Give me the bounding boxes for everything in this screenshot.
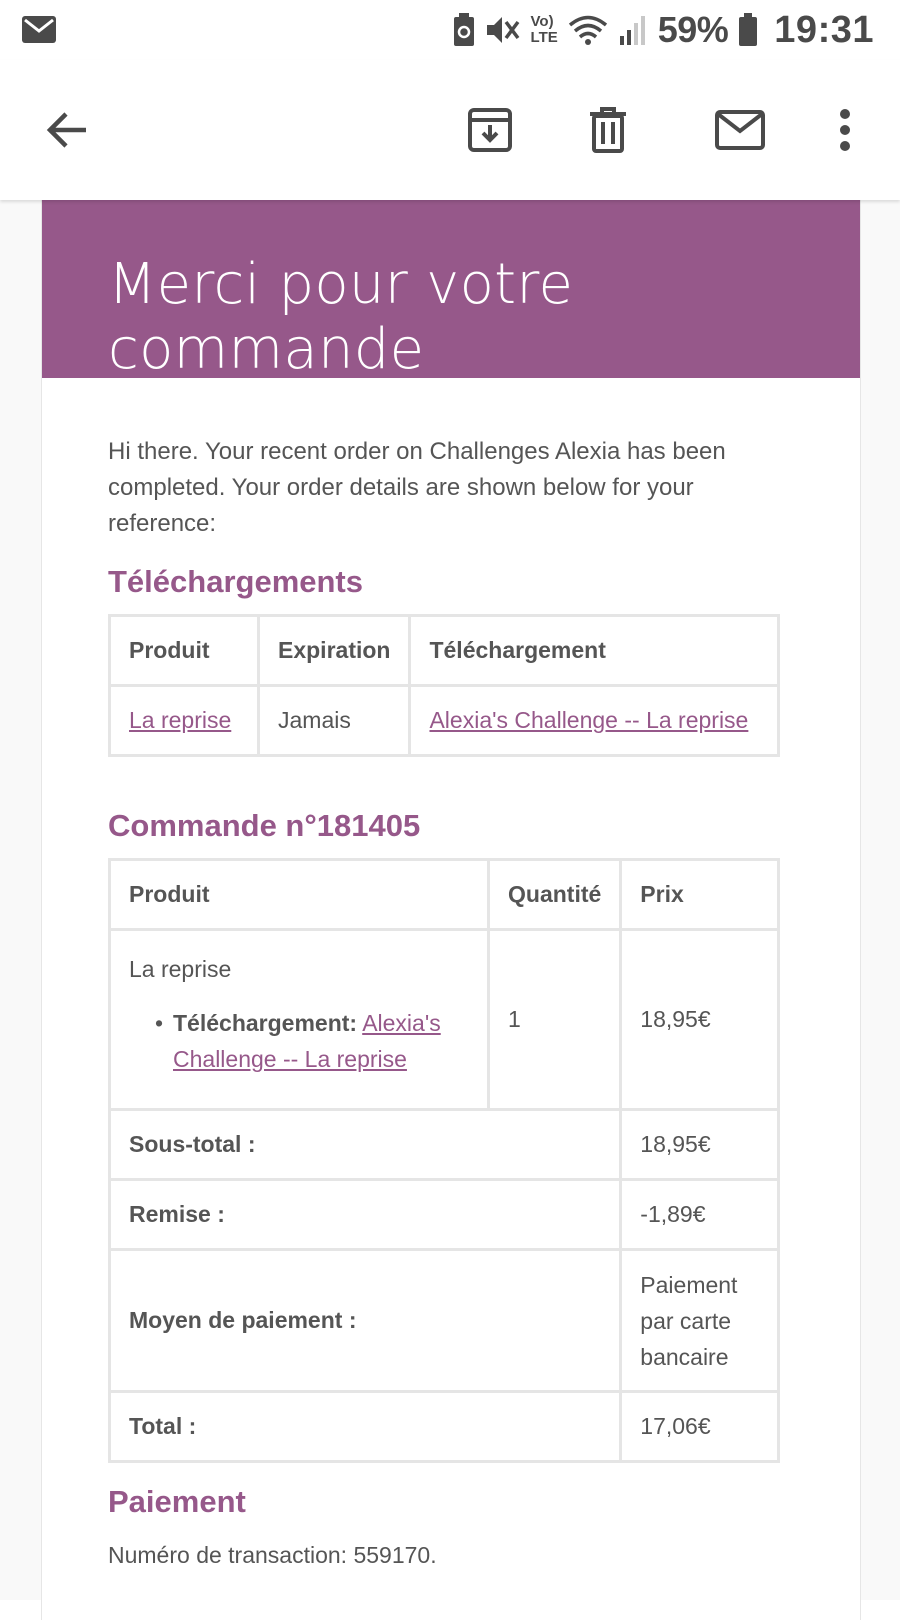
clock: 19:31 bbox=[774, 8, 874, 51]
battery-percent: 59% bbox=[657, 9, 729, 50]
order-col-price: Prix bbox=[621, 860, 779, 930]
transaction-number: Numéro de transaction: 559170. bbox=[108, 1542, 437, 1568]
email-toolbar bbox=[0, 60, 900, 200]
downloads-col-product: Produit bbox=[110, 616, 259, 686]
signal-icon bbox=[618, 14, 648, 46]
subtotal-label: Sous-total : bbox=[110, 1110, 621, 1180]
download-link-line1: Alexia's bbox=[362, 1010, 441, 1036]
download-link-line2: Challenge -- La reprise bbox=[173, 1046, 407, 1072]
downloads-heading: Téléchargements bbox=[108, 564, 363, 599]
order-item-meta-label: Téléchargement: bbox=[173, 1010, 358, 1036]
header-title: Merci pour votre commande bbox=[108, 252, 574, 382]
order-item-meta bbox=[129, 1005, 469, 1077]
archive-button[interactable] bbox=[460, 100, 520, 160]
order-heading: Commande n°181405 bbox=[108, 808, 421, 843]
subtotal-value: 18,95€ bbox=[621, 1110, 779, 1180]
mark-unread-button[interactable] bbox=[710, 100, 770, 160]
status-bar bbox=[0, 0, 900, 60]
email-card bbox=[41, 200, 861, 1620]
table-row bbox=[110, 1392, 779, 1462]
payment-heading: Paiement bbox=[108, 1484, 246, 1519]
payment-method-line: Paiement bbox=[640, 1271, 738, 1298]
volte-label-top: Vo) bbox=[530, 13, 554, 30]
order-table bbox=[108, 858, 780, 1463]
order-item-name: La reprise bbox=[129, 956, 232, 982]
payment-method-label: Moyen de paiement : bbox=[110, 1250, 621, 1392]
order-col-quantity: Quantité bbox=[489, 860, 621, 930]
payment-method-value bbox=[621, 1250, 779, 1392]
battery-saver-icon bbox=[453, 13, 475, 47]
download-link[interactable]: Alexia's Challenge -- La reprise bbox=[429, 707, 749, 733]
battery-icon bbox=[738, 13, 758, 47]
payment-method-line: bancaire bbox=[640, 1343, 729, 1370]
table-row bbox=[110, 686, 779, 756]
more-vert-icon bbox=[838, 109, 852, 151]
order-item-quantity: 1 bbox=[489, 930, 621, 1110]
wifi-icon bbox=[568, 14, 608, 46]
table-row bbox=[110, 1110, 779, 1180]
more-options-button[interactable] bbox=[815, 100, 875, 160]
back-arrow-icon bbox=[45, 110, 89, 150]
discount-value: -1,89€ bbox=[621, 1180, 779, 1250]
back-button[interactable] bbox=[37, 100, 97, 160]
bullet-icon: • bbox=[154, 1010, 163, 1036]
discount-label: Remise : bbox=[110, 1180, 621, 1250]
archive-icon bbox=[467, 107, 513, 153]
vibrate-icon bbox=[485, 14, 521, 46]
email-body bbox=[0, 200, 900, 1600]
intro-text: Hi there. Your recent order on Challenges Alexia has been completed. Your order details are shown below for your reference: bbox=[108, 438, 726, 537]
table-row bbox=[110, 930, 779, 1110]
order-item-price: 18,95€ bbox=[621, 930, 779, 1110]
total-label: Total : bbox=[110, 1392, 621, 1462]
mail-notification-icon bbox=[22, 14, 56, 44]
expiration-value: Jamais bbox=[259, 686, 410, 756]
downloads-col-download: Téléchargement bbox=[410, 616, 779, 686]
downloads-table bbox=[108, 614, 780, 757]
volte-icon bbox=[531, 14, 558, 46]
volte-label-bottom: LTE bbox=[530, 29, 558, 46]
order-col-product: Produit bbox=[110, 860, 489, 930]
status-icons bbox=[453, 6, 874, 54]
total-value: 17,06€ bbox=[621, 1392, 779, 1462]
downloads-col-expiration: Expiration bbox=[259, 616, 410, 686]
product-link[interactable]: La reprise bbox=[129, 707, 232, 733]
email-header bbox=[42, 200, 860, 382]
mark-unread-icon bbox=[714, 109, 766, 151]
delete-button[interactable] bbox=[578, 100, 638, 160]
table-row bbox=[110, 1250, 779, 1392]
table-row bbox=[110, 1180, 779, 1250]
delete-icon bbox=[588, 107, 628, 153]
payment-method-line: par carte bbox=[640, 1307, 732, 1334]
